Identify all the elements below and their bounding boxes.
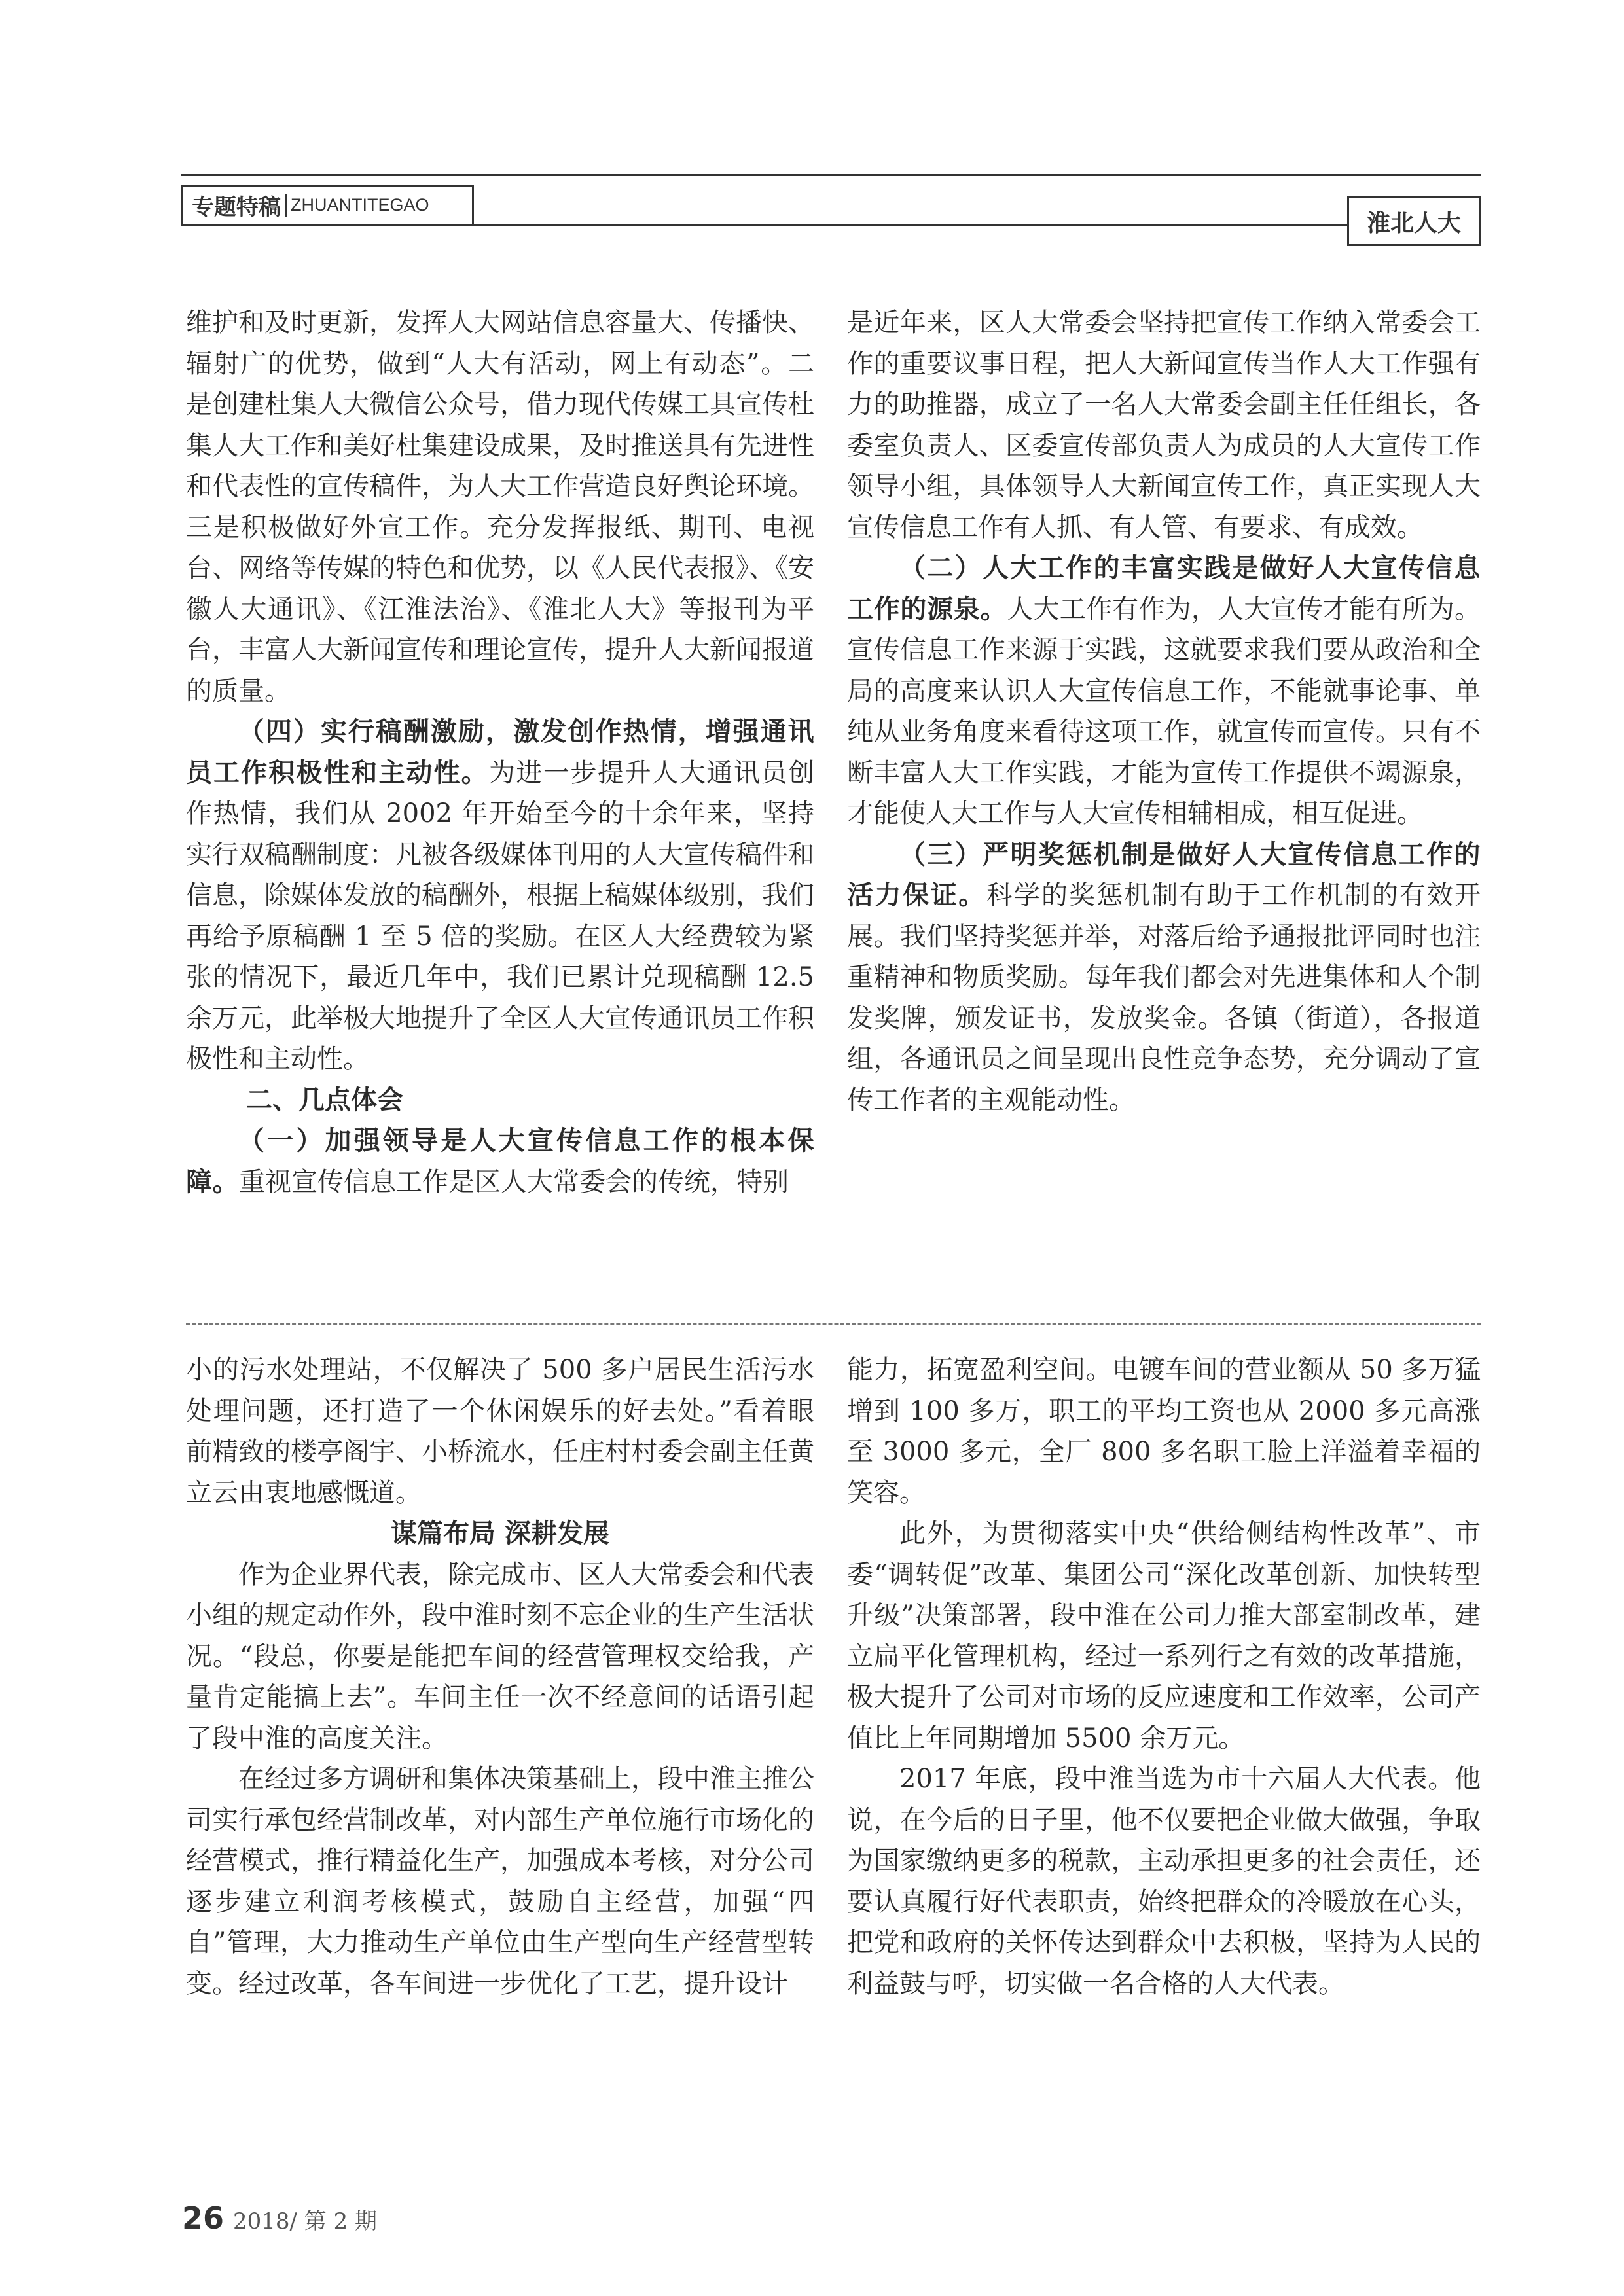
paragraph: 此外，为贯彻落实中央“供给侧结构性改革”、市委“调转促”改革、集团公司“深化改革创新、加快转型升级”决策部署，段中淮在公司力推大部室制改革，建立扁平化管理机构，经过一系列行之有效的改革措施，极大提升了公司对市场的反应速度和工作效率，公司产值比上年同期增加 5500 余万元。: [847, 1518, 1481, 1753]
article-bottom-right-column: [847, 1350, 1481, 2004]
paragraph: 在经过多方调研和集体决策基础上，段中淮主推公司实行承包经营制改革，对内部生产单位施行市场化的经营模式，推行精益化生产，加强成本考核，对分公司逐步建立利润考核模式，鼓励自主经营，加强“四自”管理，大力推动生产单位由生产型向生产经营型转变。经过改革，各车间进一步优化了工艺，提升设计: [186, 1764, 814, 1999]
section-divider: [285, 194, 287, 217]
article-bottom-left-column: [186, 1350, 814, 2004]
header-baseline-rule: [181, 224, 1481, 226]
article-top-right-column: [847, 302, 1481, 1121]
paragraph-lead: （二）人大工作的丰富实践是做好人大宣传信息工作的源泉。: [847, 552, 1481, 624]
paragraph-body: 为进一步提升人大通讯员创作热情，我们从 2002 年开始至今的十余年来，坚持实行双稿酬制度：凡被各级媒体刊用的人大宣传稿件和信息，除媒体发放的稿酬外，根据上稿媒体级别，我们再给予原稿酬 1 至 5 倍的奖励。在区人大经费较为紧张的情况下，最近几年中，我们已累计兑现稿酬 12.5 余万元，此举极大地提升了全区人大宣传通讯员工作积极性和主动性。: [186, 757, 814, 1074]
magazine-title: 淮北人大: [1366, 209, 1461, 237]
paragraph-body: 科学的奖惩机制有助于工作机制的有效开展。我们坚持奖惩并举，对落后给予通报批评同时也注重精神和物质奖励。每年我们都会对先进集体和人个制发奖牌，颁发证书，发放奖金。各镇（街道），各报道组，各通讯员之间呈现出良性竞争态势，充分调动了宣传工作者的主观能动性。: [847, 880, 1481, 1115]
paragraph: [186, 711, 814, 1080]
paragraph: 2017 年底，段中淮当选为市十六届人大代表。他说，在今后的日子里，他不仅要把企业做大做强，争取为国家缴纳更多的税款，主动承担更多的社会责任，还要认真履行好代表职责，始终把群众的冷暖放在心头，把党和政府的关怀传达到群众中去积极，坚持为人民的利益鼓与呼，切实做一名合格的人大代表。: [847, 1764, 1481, 1999]
issue-label: 2018/ 第 2 期: [233, 2208, 378, 2234]
paragraph: 作为企业界代表，除完成市、区人大常委会和代表小组的规定动作外，段中淮时刻不忘企业的生产生活状况。“段总，你要是能把车间的经营管理权交给我，产量肯定能搞上去”。车间主任一次不经意间的话语引起了段中淮的高度关注。: [186, 1559, 814, 1753]
subheading: 谋篇布局 深耕发展: [391, 1518, 609, 1549]
page-footer: [182, 2200, 377, 2236]
paragraph: 是近年来，区人大常委会坚持把宣传工作纳入常委会工作的重要议事日程，把人大新闻宣传当作人大工作强有力的助推器，成立了一名人大常委会副主任任组长，各委室负责人、区委宣传部负责人为成员的人大宣传工作领导小组，具体领导人大新闻宣传工作，真正实现人大宣传信息工作有人抓、有人管、有要求、有成效。: [847, 308, 1481, 543]
header-top-rule: [181, 174, 1481, 176]
article-top-left-column: [186, 302, 814, 1202]
article-divider: [186, 1323, 1481, 1325]
paragraph: [186, 1121, 814, 1202]
magazine-label: [1347, 196, 1481, 246]
paragraph: [847, 548, 1481, 834]
paragraph: [847, 834, 1481, 1121]
paragraph: 小的污水处理站，不仅解决了 500 多户居民生活污水处理问题，还打造了一个休闲娱乐的好去处。”看着眼前精致的楼亭阁宇、小桥流水，任庄村村委会副主任黄立云由衷地感慨道。: [186, 1355, 814, 1508]
paragraph: 能力，拓宽盈利空间。电镀车间的营业额从 50 多万猛增到 100 多万，职工的平均工资也从 2000 多元高涨至 3000 多元，全厂 800 多名职工脸上洋溢着幸福的笑容。: [847, 1355, 1481, 1508]
page-number: 26: [182, 2200, 225, 2236]
section-heading: 二、几点体会: [246, 1084, 403, 1115]
paragraph-body: 人大工作有作为，人大宣传才能有所为。宣传信息工作来源于实践，这就要求我们要从政治和全局的高度来认识人大宣传信息工作，不能就事论事、单纯从业务角度来看待这项工作，就宣传而宣传。只有不断丰富人大工作实践，才能为宣传工作提供不竭源泉，才能使人大工作与人大宣传相辅相成，相互促进。: [847, 594, 1481, 829]
paragraph-body: 重视宣传信息工作是区人大常委会的传统，特别: [239, 1166, 789, 1197]
paragraph-lead: （一）加强领导是人大宣传信息工作的根本保障。: [186, 1125, 814, 1197]
section-title-cn: 专题特稿: [192, 194, 281, 221]
paragraph: 维护和及时更新，发挥人大网站信息容量大、传播快、辐射广的优势，做到“人大有活动，网上有动态”。二是创建杜集人大微信公众号，借力现代传媒工具宣传杜集人大工作和美好杜集建设成果，及时推送具有先进性和代表性的宣传稿件，为人大工作营造良好舆论环境。三是积极做好外宣工作。充分发挥报纸、期刊、电视台、网络等传媒的特色和优势，以《人民代表报》、《安徽人大通讯》、《江淮法治》、《淮北人大》等报刊为平台，丰富人大新闻宣传和理论宣传，提升人大新闻报道的质量。: [186, 308, 814, 706]
section-title-en: ZHUANTITEGAO: [291, 195, 429, 215]
paragraph-lead: （三）严明奖惩机制是做好人大宣传信息工作的活力保证。: [847, 838, 1481, 910]
paragraph-lead: （四）实行稿酬激励，激发创作热情，增强通讯员工作积极性和主动性。: [186, 716, 814, 788]
section-label: [181, 185, 474, 224]
